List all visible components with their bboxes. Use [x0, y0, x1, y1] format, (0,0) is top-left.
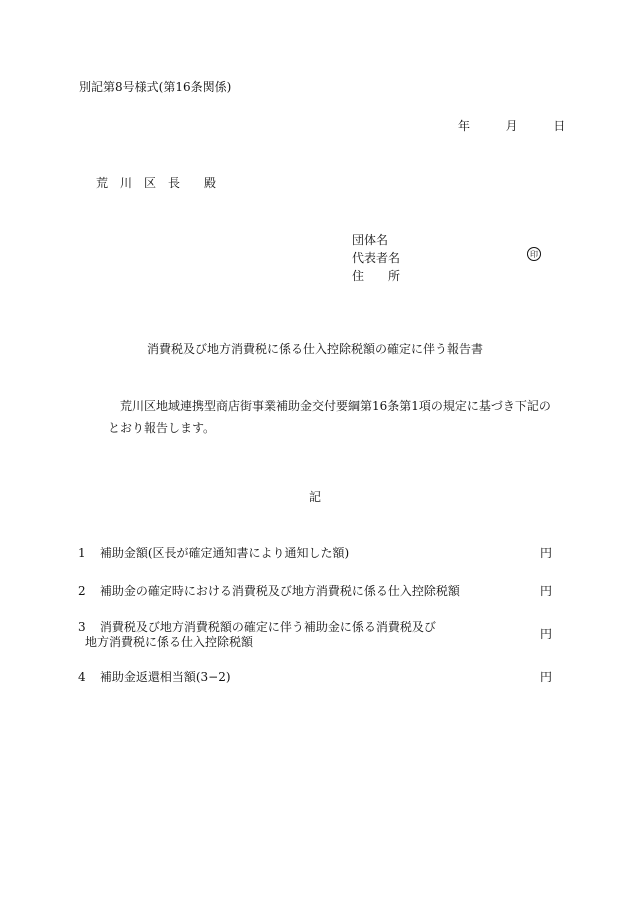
ki-heading: 記: [308, 490, 321, 504]
signer-block: [352, 231, 400, 285]
date-year: 年: [458, 119, 471, 133]
item-4-unit: 円: [540, 670, 553, 684]
item-text: 補助金額(区長が確定通知書により通知した額): [99, 546, 350, 560]
item-1: [78, 546, 553, 562]
document-title: 消費税及び地方消費税に係る仕入控除税額の確定に伴う報告書: [146, 342, 483, 356]
item-number: 2: [78, 584, 86, 598]
date-day: 日: [553, 119, 566, 133]
body-text: 荒川区地域連携型商店街事業補助金交付要綱第16条第1項の規定に基づき下記のとおり報告します。: [108, 399, 551, 435]
item-1-unit: 円: [540, 546, 553, 560]
seal-mark: 印: [527, 247, 541, 261]
address-label: 住 所: [352, 269, 401, 283]
item-4: [78, 670, 553, 686]
item-text: 補助金返還相当額(3−2): [99, 670, 231, 684]
item-number: 1: [78, 546, 86, 560]
item-3-continuation: 地方消費税に係る仕入控除税額: [85, 635, 254, 649]
item-2: [78, 584, 553, 600]
item-2-unit: 円: [540, 584, 553, 598]
date-month: 月: [505, 119, 518, 133]
recipient: 荒 川 区 長 殿: [96, 176, 217, 190]
item-number: 4: [78, 670, 86, 684]
item-text: 補助金の確定時における消費税及び地方消費税に係る仕入控除税額: [99, 584, 460, 598]
org-name-label: 団体名: [352, 233, 389, 247]
representative-label: 代表者名: [352, 251, 401, 265]
form-number: 別記第8号様式(第16条関係): [79, 80, 232, 94]
date-line: [458, 119, 565, 135]
item-3: [78, 620, 550, 636]
item-number: 3: [78, 620, 86, 634]
item-3-unit: 円: [540, 627, 553, 641]
item-text: 消費税及び地方消費税額の確定に伴う補助金に係る消費税及び: [99, 620, 436, 634]
